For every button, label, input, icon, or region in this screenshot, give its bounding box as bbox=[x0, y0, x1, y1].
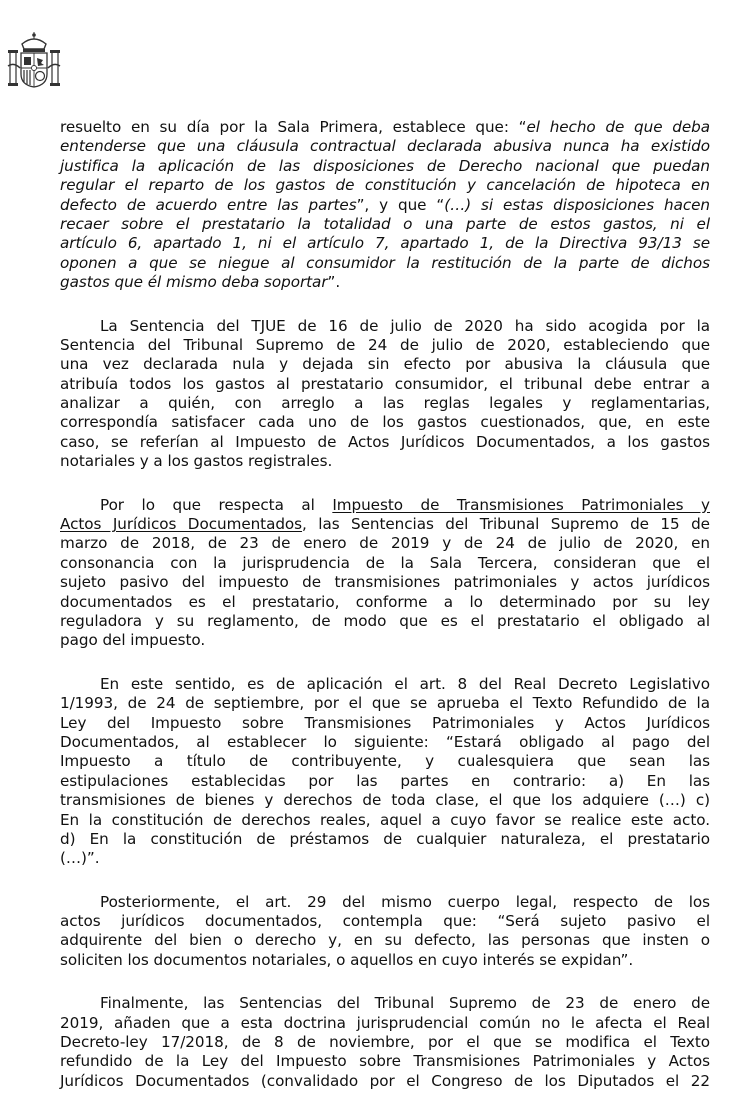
text-segment: documentados es el prestatario, conforme a lo determinado por su ley bbox=[60, 592, 710, 611]
paragraph bbox=[60, 118, 710, 293]
text-line bbox=[60, 1014, 710, 1033]
italic-quote: entenderse que una cláusula contractual declarada abusiva nunca ha existido bbox=[60, 137, 710, 156]
paragraph bbox=[60, 994, 710, 1091]
text-line bbox=[60, 554, 710, 573]
text-segment: una vez declarada nula y dejada sin efecto por abusiva la cláusula que bbox=[60, 355, 710, 374]
text-segment: En la constitución de derechos reales, aquel a cuyo favor se realice este acto. bbox=[60, 810, 710, 829]
text-segment: soliciten los documentos notariales, o aquellos en cuyo interés se expidan”. bbox=[60, 950, 634, 969]
text-segment: pago del impuesto. bbox=[60, 631, 206, 650]
text-line bbox=[60, 893, 710, 912]
text-segment: Documentados, al establecer lo siguiente: “Estará obligado al pago del bbox=[60, 732, 710, 751]
text-line bbox=[60, 496, 710, 515]
text-segment: correspondía satisfacer cada uno de los gastos cuestionados, que, en este bbox=[60, 413, 710, 432]
text-line bbox=[60, 675, 710, 694]
text-line bbox=[60, 336, 710, 355]
text-line bbox=[60, 1072, 710, 1091]
text-line bbox=[60, 413, 710, 432]
text-segment: ”. bbox=[327, 273, 341, 292]
text-line bbox=[60, 254, 710, 273]
text-line bbox=[60, 612, 710, 631]
text-segment: 2019, añaden que a esta doctrina jurisprudencial común no le afecta el Real bbox=[60, 1013, 710, 1032]
text-line bbox=[60, 931, 710, 950]
text-line bbox=[60, 772, 710, 791]
text-line bbox=[60, 375, 710, 394]
text-segment: atribuía todos los gastos al prestatario consumidor, el tribunal debe entrar a bbox=[60, 374, 710, 393]
text-line bbox=[60, 830, 710, 849]
text-line bbox=[60, 912, 710, 931]
text-segment: d) En la constitución de préstamos de cualquier naturaleza, el prestatario bbox=[60, 829, 710, 848]
text-line bbox=[60, 394, 710, 413]
text-line bbox=[60, 694, 710, 713]
paragraph bbox=[60, 675, 710, 869]
text-segment: caso, se referían al Impuesto de Actos Jurídicos Documentados, a los gastos bbox=[60, 432, 710, 451]
text-line bbox=[60, 176, 710, 195]
underlined-term: Actos Jurídicos Documentados bbox=[60, 515, 303, 534]
text-line bbox=[60, 452, 710, 471]
text-segment: (…)”. bbox=[60, 849, 100, 868]
text-segment: En este sentido, es de aplicación el art. 8 del Real Decreto Legislativo bbox=[100, 674, 710, 693]
text-segment: , las Sentencias del Tribunal Supremo de 15 de bbox=[302, 515, 710, 534]
paragraph bbox=[60, 893, 710, 971]
text-segment: estipulaciones establecidas por las partes en contrario: a) En las bbox=[60, 771, 710, 790]
text-line bbox=[60, 573, 710, 592]
text-segment: Posteriormente, el art. 29 del mismo cuerpo legal, respecto de los bbox=[100, 892, 710, 911]
text-segment: ”, y que “ bbox=[356, 195, 445, 214]
text-line bbox=[60, 811, 710, 830]
text-segment: adquirente del bien o derecho y, en su defecto, las personas que insten o bbox=[60, 931, 710, 950]
italic-quote: defecto de acuerdo entre las partes bbox=[60, 195, 357, 214]
text-segment: Ley del Impuesto sobre Transmisiones Patrimoniales y Actos Jurídicos bbox=[60, 713, 710, 732]
text-line bbox=[60, 714, 710, 733]
text-line bbox=[60, 317, 710, 336]
text-segment: resuelto en su día por la Sala Primera, establece que: “ bbox=[60, 118, 527, 136]
text-segment: refundido de la Ley del Impuesto sobre Transmisiones Patrimoniales y Actos bbox=[60, 1052, 710, 1071]
text-segment: sujeto pasivo del impuesto de transmisiones patrimoniales y actos jurídicos bbox=[60, 573, 710, 592]
text-line bbox=[60, 994, 710, 1013]
text-segment: marzo de 2018, de 23 de enero de 2019 y de 24 de julio de 2020, en bbox=[60, 534, 710, 553]
underlined-term: Impuesto de Transmisiones Patrimoniales y bbox=[332, 495, 710, 514]
text-segment: reguladora y su reglamento, de modo que es el prestatario el obligado al bbox=[60, 611, 710, 630]
text-line bbox=[60, 196, 710, 215]
italic-quote: oponen a que se niegue al consumidor la restitución de la parte de dichos bbox=[60, 253, 710, 272]
text-line bbox=[60, 733, 710, 752]
text-segment: Impuesto a título de contribuyente, y cualesquiera que sean las bbox=[60, 752, 710, 771]
text-line bbox=[60, 791, 710, 810]
text-segment: analizar a quién, con arreglo a las reglas legales y reglamentarias, bbox=[60, 394, 710, 413]
text-segment: Por lo que respecta al bbox=[100, 495, 333, 514]
text-segment: Decreto-ley 17/2018, de 8 de noviembre, por el que se modifica el Texto bbox=[60, 1033, 710, 1052]
text-line bbox=[60, 593, 710, 612]
document-body bbox=[60, 118, 710, 1115]
text-line bbox=[60, 215, 710, 234]
text-line bbox=[60, 849, 710, 868]
italic-quote: gastos que él mismo deba soportar bbox=[60, 273, 328, 292]
text-segment: actos jurídicos documentados, contempla que: “Será sujeto pasivo el bbox=[60, 912, 710, 931]
text-segment: transmisiones de bienes y derechos de toda clase, el que los adquiere (…) c) bbox=[60, 791, 710, 810]
text-line bbox=[60, 355, 710, 374]
italic-quote: (…) si estas disposiciones hacen bbox=[444, 195, 710, 214]
text-segment: Sentencia del Tribunal Supremo de 24 de julio de 2020, estableciendo que bbox=[60, 335, 710, 354]
text-line bbox=[60, 631, 710, 650]
paragraph bbox=[60, 496, 710, 651]
text-line bbox=[60, 234, 710, 253]
italic-quote: el hecho de que deba bbox=[526, 118, 710, 136]
text-segment: consonancia con la jurisprudencia de la Sala Tercera, consideran que el bbox=[60, 553, 710, 572]
italic-quote: recaer sobre el prestatario la totalidad o una parte de estos gastos, ni el bbox=[60, 214, 710, 233]
text-line bbox=[60, 157, 710, 176]
italic-quote: artículo 6, apartado 1, ni el artículo 7, apartado 1, de la Directiva 93/13 se bbox=[60, 234, 710, 253]
text-line bbox=[60, 1052, 710, 1071]
text-line bbox=[60, 273, 710, 292]
italic-quote: regular el reparto de los gastos de constitución y cancelación de hipoteca en bbox=[60, 176, 710, 195]
text-segment: Jurídicos Documentados (convalidado por el Congreso de los Diputados el 22 bbox=[60, 1071, 710, 1090]
text-line bbox=[60, 1033, 710, 1052]
text-segment: notariales y a los gastos registrales. bbox=[60, 452, 333, 471]
text-line bbox=[60, 137, 710, 156]
text-line bbox=[60, 515, 710, 534]
text-line bbox=[60, 534, 710, 553]
italic-quote: justifica la aplicación de las disposiciones de Derecho nacional que puedan bbox=[60, 156, 710, 175]
text-line bbox=[60, 118, 710, 137]
paragraph bbox=[60, 317, 710, 472]
text-segment: La Sentencia del TJUE de 16 de julio de 2020 ha sido acogida por la bbox=[100, 316, 710, 335]
text-segment: 1/1993, de 24 de septiembre, por el que se aprueba el Texto Refundido de la bbox=[60, 694, 710, 713]
coat-of-arms-icon bbox=[6, 30, 62, 92]
text-line bbox=[60, 752, 710, 771]
text-line bbox=[60, 433, 710, 452]
text-segment: Finalmente, las Sentencias del Tribunal Supremo de 23 de enero de bbox=[100, 994, 710, 1013]
